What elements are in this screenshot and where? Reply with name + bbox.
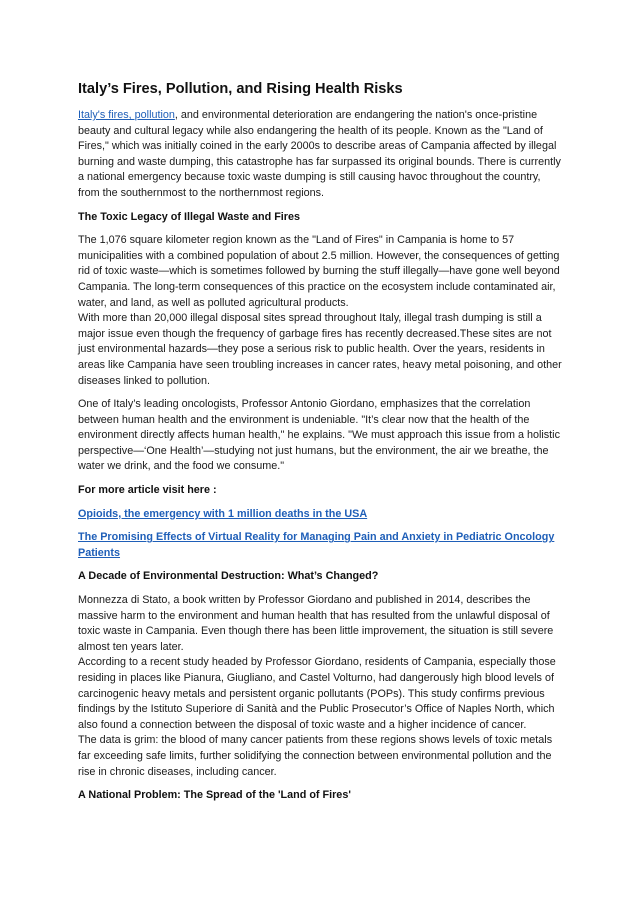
- article-body: [78, 80, 562, 812]
- intro-link[interactable]: Italy's fires, pollution: [78, 109, 175, 121]
- section2-paragraph-3: The data is grim: the blood of many cancer patients from these regions shows levels of toxic metals far exceeding safe limits, further solidifying the connection between environmental pollution and the rise in chronic diseases, including cancer.: [78, 734, 553, 778]
- article-title: Italy’s Fires, Pollution, and Rising Health Risks: [78, 81, 403, 97]
- more-articles-label: For more article visit here :: [78, 484, 217, 497]
- section2-paragraph-2: According to a recent study headed by Professor Giordano, residents of Campania, especially those residing in places like Pianura, Giugliano, and Castel Volturno, had dangerously high blood levels of carcinogenic heavy metals and persistent organic pollutants (POPs). This study confirms previous findings by the Istituto Superiore di Sanità and the Public Prosecutor’s Office of Naples North, which also found a connection between the disposal of toxic waste and a higher incidence of cancer.: [78, 656, 556, 731]
- related-article-link-vr[interactable]: The Promising Effects of Virtual Reality for Managing Pain and Anxiety in Pediatric Oncology Patients: [78, 531, 555, 559]
- section3-heading: A National Problem: The Spread of the 'Land of Fires': [78, 789, 351, 802]
- section1-paragraph-1: The 1,076 square kilometer region known as the "Land of Fires" in Campania is home to 57 municipalities with a combined population of about 2.5 million. However, the consequences of getting rid of toxic waste—which is sometimes followed by burning the stuff illegally—have gone well beyond Campania. The long-term consequences of this practice on the ecosystem include contaminated air, water, and land, as well as polluted agricultural products.: [78, 234, 560, 309]
- section1-paragraph-3: One of Italy’s leading oncologists, Professor Antonio Giordano, emphasizes that the correlation between human health and the environment is undeniable. "It’s clear now that the health of the environment directly affects human health," he explains. "We must approach this issue from a holistic perspective—‘One Health’—studying not just humans, but the environment, the air we breathe, the water we drink, and the food we consume.": [78, 398, 560, 473]
- intro-paragraph: [78, 108, 562, 202]
- section2-heading: A Decade of Environmental Destruction: What’s Changed?: [78, 570, 379, 583]
- section2-paragraph-1: Monnezza di Stato, a book written by Professor Giordano and published in 2014, describes the massive harm to the environment and human health that has resulted from the unlawful disposal of toxic waste in Campania. Even though there has been little improvement, the situation is still severe almost ten years later.: [78, 594, 554, 653]
- section1-heading: The Toxic Legacy of Illegal Waste and Fires: [78, 210, 300, 223]
- related-article-link-opioids[interactable]: Opioids, the emergency with 1 million deaths in the USA: [78, 507, 368, 520]
- intro-text: , and environmental deterioration are endangering the nation's once-pristine beauty and cultural legacy while also endangering the health of its people. Known as the "Land of Fires," which was initially coined in the early 2000s to describe areas of Campania affected by illegal burning and waste dumping, this catastrophe has far surpassed its original bounds. There is currently a national emergency because toxic waste dumping is still causing havoc throughout the country, from the southernmost to the northernmost regions.: [78, 109, 561, 199]
- section1-paragraph-2: With more than 20,000 illegal disposal sites spread throughout Italy, illegal trash dumping is still a major issue even though the frequency of garbage fires has recently decreased.These sites are not just environmental hazards—they pose a serious risk to public health. Over the years, residents in areas like Campania have seen troubling increases in cancer rates, heavy metal poisoning, and other diseases linked to pollution.: [78, 312, 562, 387]
